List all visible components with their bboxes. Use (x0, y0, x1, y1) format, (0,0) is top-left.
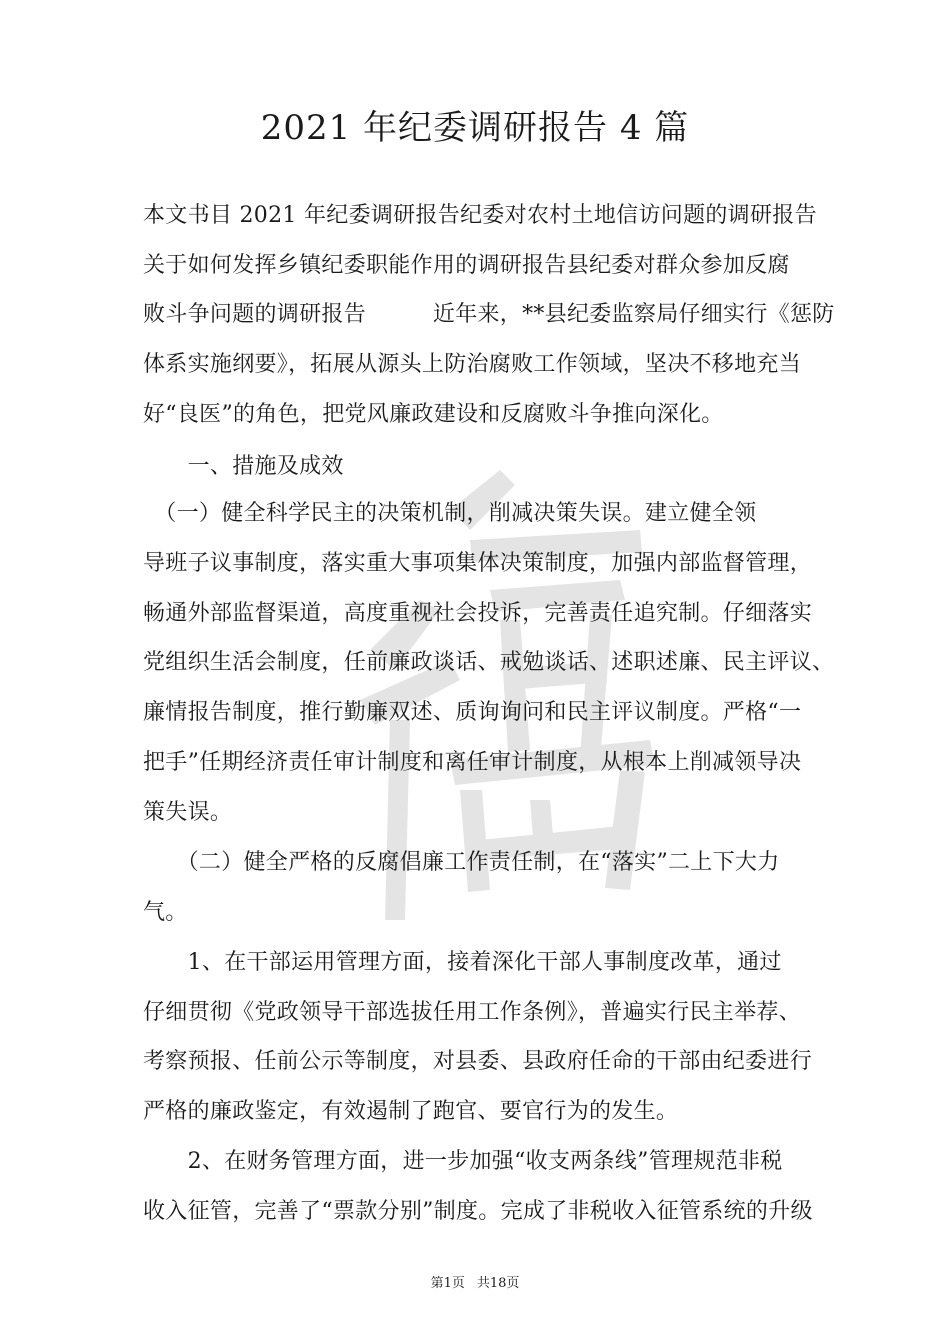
page-number: 第1页 (430, 1276, 465, 1291)
body-line: 2、在财务管理方面，进一步加强“收支两条线”管理规范非税 (143, 1149, 783, 1174)
section-heading: 一、措施及成效 (143, 454, 344, 479)
body-line: 好“良医”的角色，把党风廉政建设和反腐败斗争推向深化。 (143, 402, 724, 427)
body-line: 廉情报告制度，推行勤廉双述、质询询问和民主评议制度。严格“一 (143, 700, 802, 725)
page-total: 共18页 (476, 1276, 520, 1291)
body-line: 仔细贯彻《党政领导干部选拔任用工作条例》，普遍实行民主举荐、 (143, 1000, 802, 1025)
body-line: 畅通外部监督渠道，高度重视社会投诉，完善责任追究制。仔细落实 (143, 601, 813, 626)
body-line: 党组织生活会制度，任前廉政谈话、戒勉谈话、述职述廉、民主评议、 (143, 650, 835, 675)
document-title: 2021 年纪委调研报告 4 篇 (260, 108, 690, 148)
body-line: 考察预报、任前公示等制度，对县委、县政府任命的干部由纪委进行 (143, 1049, 813, 1074)
body-line: 1、在干部运用管理方面，接着深化干部人事制度改革，通过 (143, 950, 782, 975)
body-line: 策失误。 (143, 800, 233, 825)
body-line: 关于如何发挥乡镇纪委职能作用的调研报告县纪委对群众参加反腐 (143, 253, 790, 278)
page-footer (0, 1272, 950, 1291)
body-line: 气。 (143, 900, 188, 925)
body-line: （二）健全严格的反腐倡廉工作责任制，在“落实”二上下大力 (143, 850, 780, 875)
body-line: （一）健全科学民主的决策机制，削减决策失误。建立健全领 (143, 501, 757, 526)
body-line: 严格的廉政鉴定，有效遏制了跑官、要官行为的发生。 (143, 1099, 679, 1124)
body-line: 体系实施纲要》，拓展从源头上防治腐败工作领域，坚决不移地充当 (143, 352, 802, 377)
body-line: 把手”任期经济责任审计制度和离任审计制度，从根本上削减领导决 (143, 750, 802, 775)
body-line: 收入征管，完善了“票款分别”制度。完成了非税收入征管系统的升级 (143, 1199, 813, 1224)
body-line: 导班子议事制度，落实重大事项集体决策制度，加强内部监督管理， (143, 551, 813, 576)
body-line: 本文书目 2021 年纪委调研报告纪委对农村土地信访问题的调研报告 (143, 203, 817, 228)
body-line: 败斗争问题的调研报告 近年来，**县纪委监察局仔细实行《惩防 (143, 302, 835, 327)
